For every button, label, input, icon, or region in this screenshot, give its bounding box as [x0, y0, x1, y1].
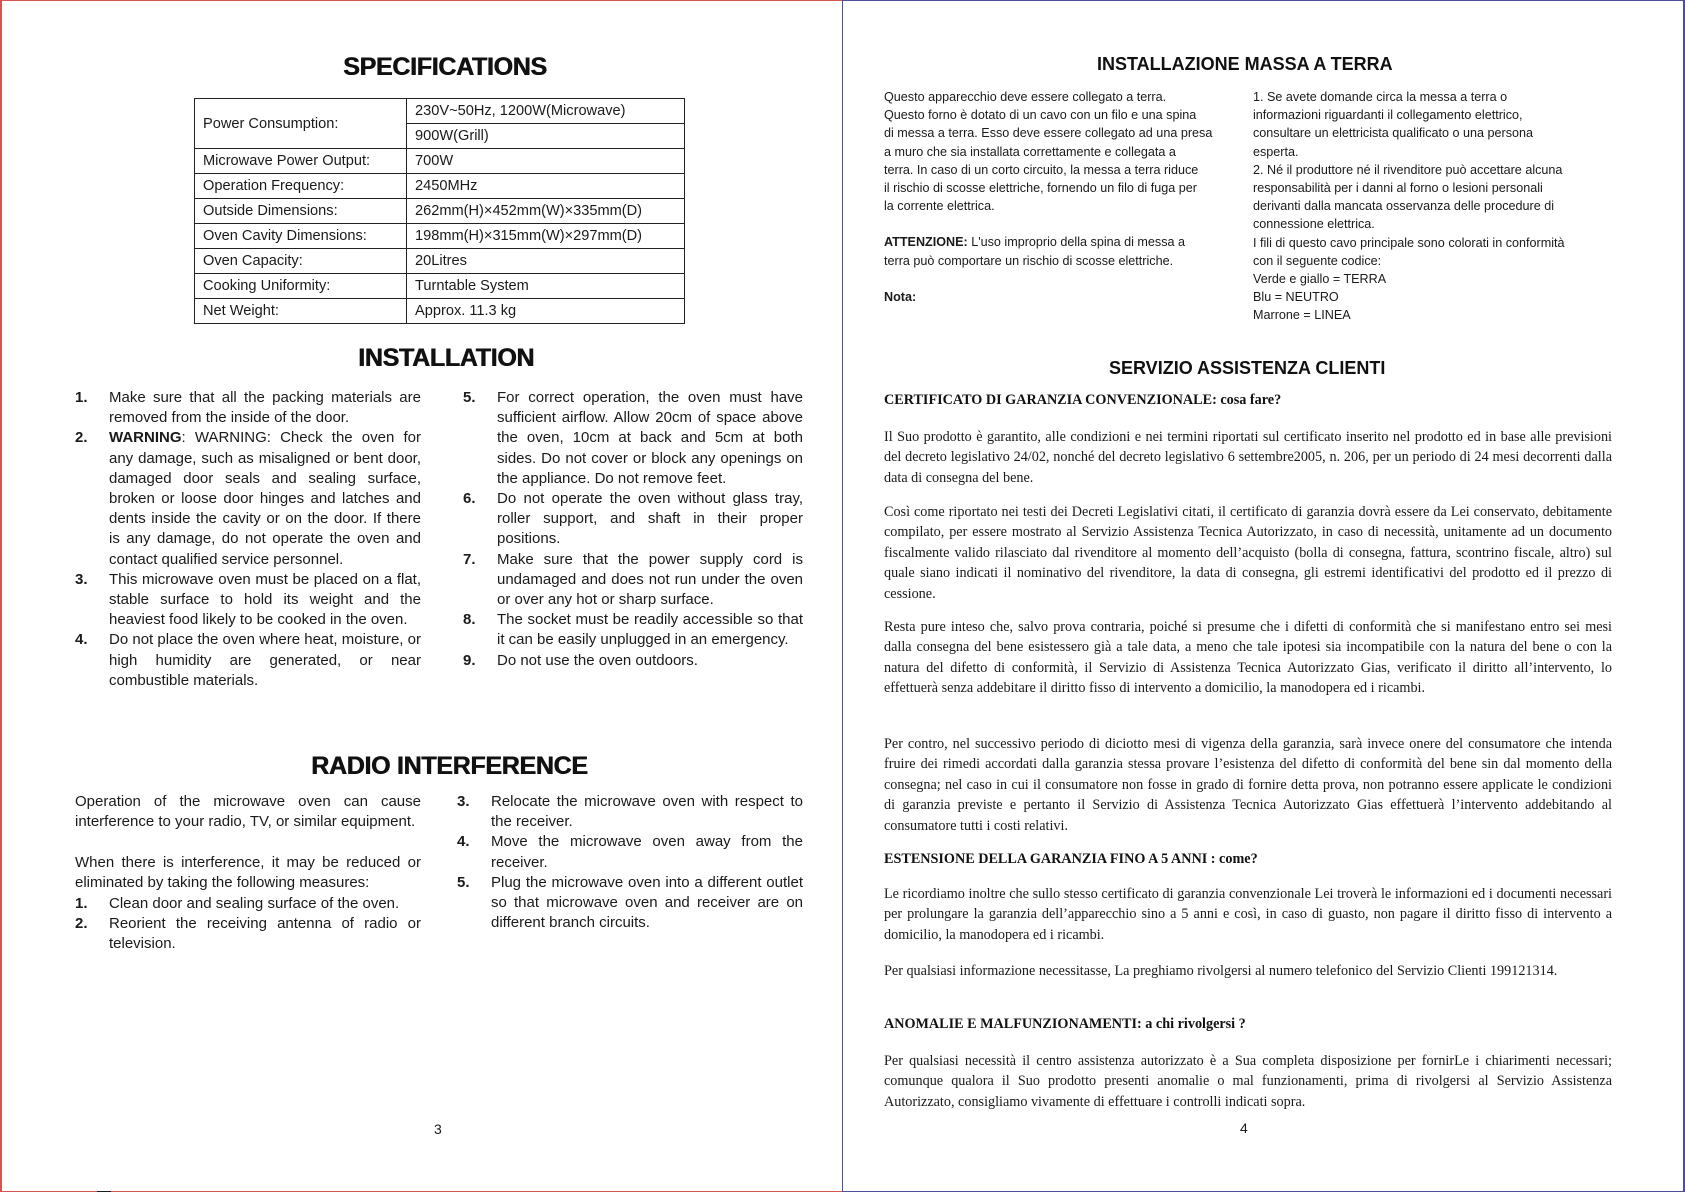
spec-value: 700W: [407, 149, 685, 174]
spec-label: Oven Cavity Dimensions:: [195, 224, 407, 249]
list-item: 4. Do not place the oven where heat, moisture, or high humidity are generated, or near combustible materials.: [75, 631, 421, 689]
installation-list-right: [463, 388, 803, 671]
list-item: 5. For correct operation, the oven must have sufficient airflow. Allow 20cm of space above the oven, 10cm at back and 5cm at both sides. Do not cover or block any openings on the appliance. Do not remove feet.: [463, 389, 803, 487]
spec-value: 900W(Grill): [407, 124, 685, 149]
radio-intro-1: Operation of the microwave oven can cause interference to your radio, TV, or similar equipment.: [75, 793, 421, 831]
spec-value: 20Litres: [407, 249, 685, 274]
table-row: [195, 174, 685, 199]
ground-text-right: 1. Se avete domande circa la messa a terra o informazioni riguardanti il collegamento elettrico, consultare un elettricista qualificato o una persona esperta. 2. Né il produttore né il rivenditore può accettare alcuna responsabilità per i danni al forno o lesioni personali derivanti dalla mancata osservanza delle procedure di connessione elettrica. I fili di questo cavo principale sono colorati in conformità con il seguente codice: Verde e giallo = TERRA Blu = NEUTRO Marrone = LINEA: [1253, 90, 1565, 323]
service-heading: SERVIZIO ASSISTENZA CLIENTI: [1109, 358, 1386, 378]
list-item: 1. Clean door and sealing surface of the oven.: [75, 895, 400, 912]
table-row: [195, 149, 685, 174]
attention-label: ATTENZIONE:: [884, 235, 968, 250]
specifications-table: [194, 98, 685, 324]
radio-intro-2: When there is interference, it may be reduced or eliminated by taking the following measures:: [75, 854, 421, 892]
spec-label: Operation Frequency:: [195, 174, 407, 199]
specifications-heading: SPECIFICATIONS: [343, 53, 547, 81]
spec-label: Oven Capacity:: [195, 249, 407, 274]
list-item: 9. Do not use the oven outdoors.: [463, 651, 698, 669]
list-item: 2. WARNING: WARNING: Check the oven for any damage, such as misaligned or bent door, damaged door seals and sealing surface, broken or loose door hinges and latches and dents inside the cavity or on the door. If there is any damage, do not operate the oven and contact qualified service personnel.: [75, 429, 421, 568]
warranty-paragraph-1: Il Suo prodotto è garantito, alle condizioni e nei termini riportati sul certificato inserito nel prodotto ed in base alle previsioni del decreto legislativo 24/02, nonché del decreto legislativo 6 settembre2005, n. 206, per un periodo di 24 mesi decorrenti dalla data di consegna del bene.: [884, 429, 1612, 486]
spec-value: 230V~50Hz, 1200W(Microwave): [407, 99, 685, 124]
list-item: 8. The socket must be readily accessible so that it can be easily unplugged in an emergency.: [463, 611, 803, 649]
ground-text-left: Questo apparecchio deve essere collegato a terra. Questo forno è dotato di un cavo con un filo e una spina di messa a terra. Esso deve essere collegato ad una presa a muro che sia installata correttamente e collegata a terra. In caso di un corto circuito, la messa a terra riduce il rischio di scosse elettriche, fornendo un filo di fuga per la corrente elettrica. ATTENZIONE: L'uso improprio della spina di messa a terra può comportare un rischio di scosse elettriche. Nota:: [884, 90, 1213, 304]
page-left: [0, 0, 842, 1192]
extension-paragraph: Le ricordiamo inoltre che sullo stesso certificato di garanzia convenzionale Lei troverà le informazioni ed i documenti necessari per prolungare la garanzia dell’apparecchio sino a 5 anni e così, in caso di guasto, non pagare il diritto fisso di intervento a domicilio, la manodopera ed i ricambi.: [884, 886, 1612, 943]
contact-paragraph: Per qualsiasi informazione necessitasse, La preghiamo rivolgersi al numero telefonico del Servizio Clienti 199121314.: [884, 963, 1558, 979]
list-item: 1. Make sure that all the packing materials are removed from the inside of the door.: [75, 389, 421, 427]
list-item: 3. Relocate the microwave oven with respect to the receiver.: [457, 793, 803, 831]
warranty-paragraph-3: Resta pure inteso che, salvo prova contraria, poiché si presume che i difetti di conformità che si manifestano entro sei mesi dalla consegna del bene esistessero già a tale data, a meno che tale ipotesi sia incompatibile con la natura del bene o con la natura del difetto di conformità, il Servizio di Assistenza Tecnica Autorizzato Gias, verificato il diritto all’intervento, lo effettuerà senza addebitare il diritto fisso di intervento a domicilio, la manodopera ed i ricambi.: [884, 619, 1612, 697]
radio-list-left: [75, 894, 421, 955]
spec-label: Net Weight:: [195, 299, 407, 324]
table-row: [195, 274, 685, 299]
list-item: 2. Reorient the receiving antenna of radio or television.: [75, 915, 421, 953]
spec-value: Turntable System: [407, 274, 685, 299]
installation-heading: INSTALLATION: [358, 344, 535, 372]
table-row: [195, 249, 685, 274]
list-item: 4. Move the microwave oven away from the receiver.: [457, 833, 803, 871]
spec-value: 262mm(H)×452mm(W)×335mm(D): [407, 199, 685, 224]
spec-value: 198mm(H)×315mm(W)×297mm(D): [407, 224, 685, 249]
radio-interference-heading: RADIO INTERFERENCE: [311, 752, 588, 780]
anomalies-subheading: ANOMALIE E MALFUNZIONAMENTI: a chi rivolgersi ?: [884, 1016, 1246, 1032]
table-row: [195, 199, 685, 224]
page-number: 3: [434, 1121, 442, 1137]
list-item: 7. Make sure that the power supply cord is undamaged and does not run under the oven or over any hot or sharp surface.: [463, 550, 803, 609]
nota-label: Nota:: [884, 289, 917, 304]
spec-value: 2450MHz: [407, 174, 685, 199]
spec-label: Microwave Power Output:: [195, 149, 407, 174]
list-item: 3. This microwave oven must be placed on a flat, stable surface to hold its weight and the heaviest food likely to be cooked in the oven.: [75, 570, 421, 629]
warranty-subheading: CERTIFICATO DI GARANZIA CONVENZIONALE: cosa fare?: [884, 392, 1282, 408]
table-row: [195, 99, 685, 124]
page-number-right: 4: [1240, 1120, 1248, 1136]
spec-label: Outside Dimensions:: [195, 199, 407, 224]
spec-label: Power Consumption:: [195, 99, 407, 149]
installation-list-left: [75, 388, 421, 691]
table-row: [195, 299, 685, 324]
anomalies-paragraph: Per qualsiasi necessità il centro assistenza autorizzato è a Sua completa disposizione per fornirLe i chiarimenti necessari; comunque qualora il Suo prodotto presenti anomalie o mal funzionamenti, prima di rivolgersi al Servizio Assistenza Autorizzato, consigliamo vivamente di effettuare i controlli indicati sopra.: [884, 1053, 1612, 1110]
radio-list-right: [457, 792, 803, 933]
warranty-paragraph-2: Così come riportato nei testi dei Decreti Legislativi citati, il certificato di garanzia dovrà essere da Lei conservato, debitamente compilato, per essere mostrato al Servizio Assistenza Tecnica Autorizzato, in caso di necessità, unitamente ad un documento fiscalmente valido rilasciato dal rivenditore al momento dell’acquisto (bolla di consegna, fattura, scontrino fiscale, altro) sul quale siano indicati il nominativo del rivenditore, la data di consegna, gli estremi identificativi del prodotto ed il prezzo di cessione.: [884, 504, 1612, 602]
warranty-paragraph-4: Per contro, nel successivo periodo di diciotto mesi di vigenza della garanzia, sarà invece onere del consumatore che intenda fruire dei rimedi accordati dalla garanzia stessa provare l’esistenza del difetto di conformità del bene sin dal momento della consegna; nel caso in cui il consumatore non fosse in grado di fornire detta prova, non potranno essere applicate le condizioni di garanzia previste e pertanto il Servizio di Assistenza Tecnica Autorizzato Gias effettuerà l’intervento addebitando al consumatore tutti i costi relativi.: [884, 736, 1612, 834]
table-row: [195, 224, 685, 249]
spec-label: Cooking Uniformity:: [195, 274, 407, 299]
spec-value: Approx. 11.3 kg: [407, 299, 685, 324]
extension-subheading: ESTENSIONE DELLA GARANZIA FINO A 5 ANNI : come?: [884, 851, 1258, 867]
ground-heading: INSTALLAZIONE MASSA A TERRA: [1097, 54, 1393, 74]
warning-label: WARNING: [109, 429, 182, 447]
list-item: 5. Plug the microwave oven into a different outlet so that microwave oven and receiver are on different branch circuits.: [457, 873, 803, 932]
list-item: 6. Do not operate the oven without glass tray, roller support, and shaft in their proper positions.: [463, 490, 803, 548]
